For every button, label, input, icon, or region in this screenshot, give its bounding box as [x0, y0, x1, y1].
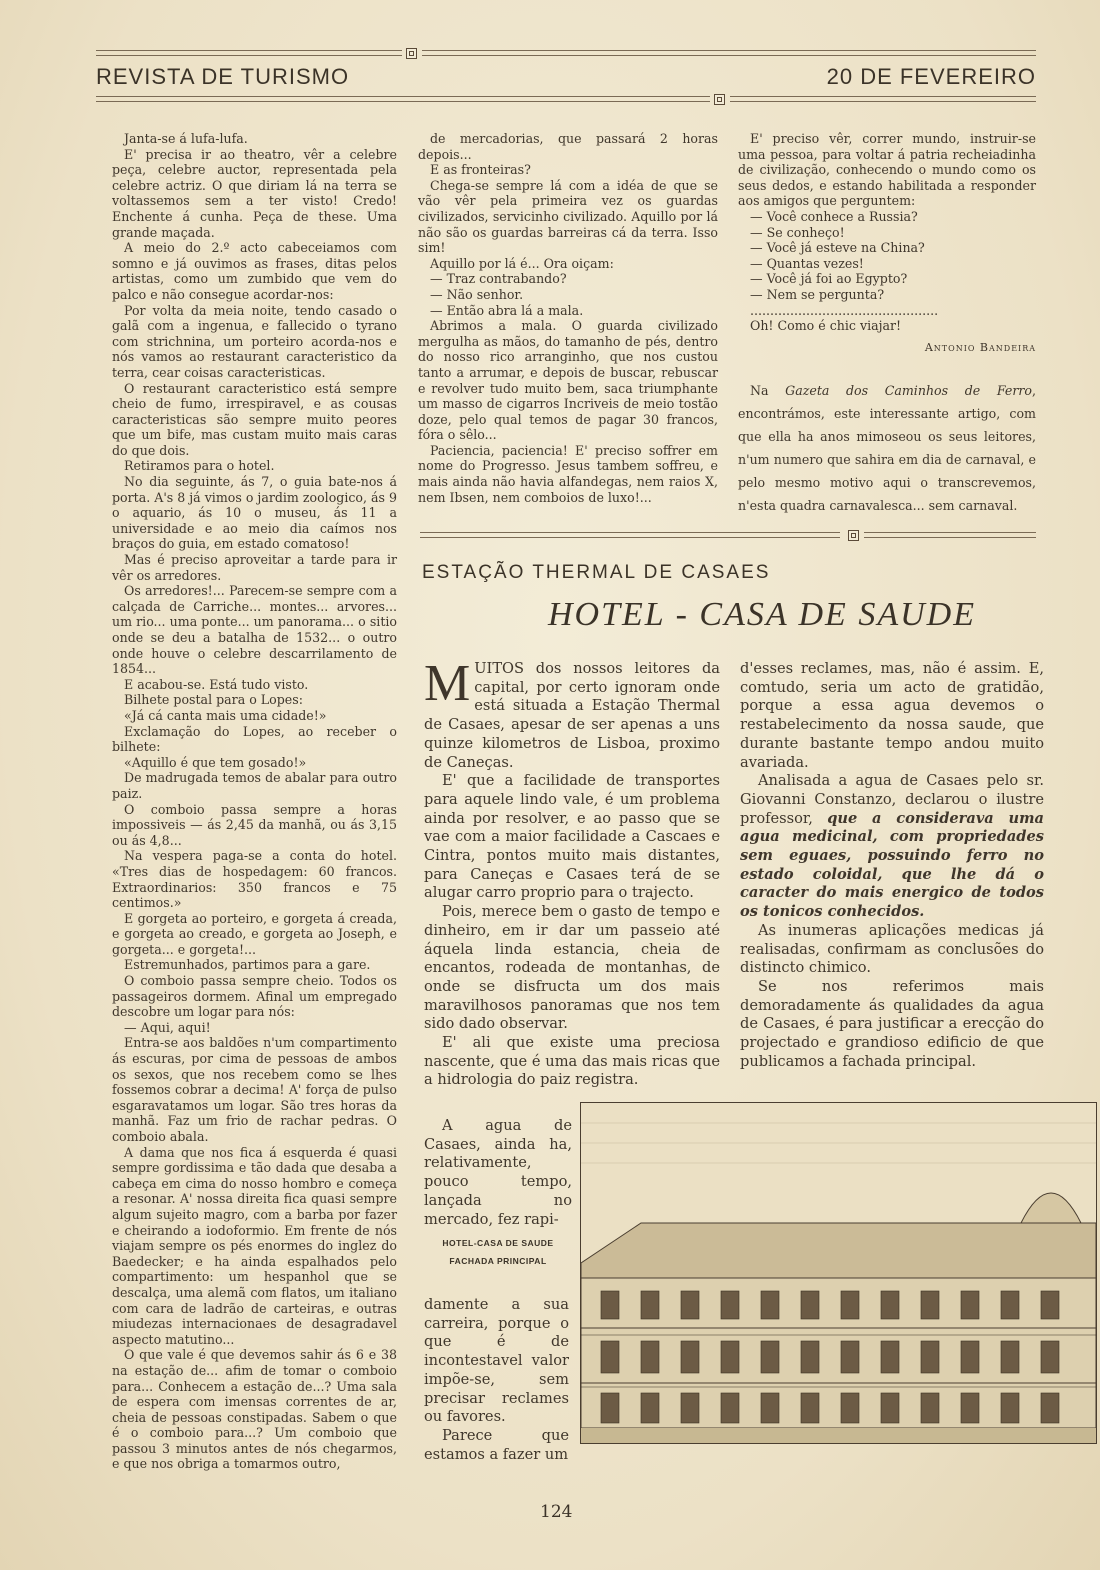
hotel-article-left-narrow-2: damente a sua carreira, porque o que é de incontestavel valor impõe-se, sem precisar reclames ou favores. Parece que estamos a fazer um [424, 1296, 569, 1463]
paragraph: E gorgeta ao porteiro, e gorgeta á creada, e gorgeta ao creado, e gorgeta ao Joseph, e gorgeta... e gorgeta!... [112, 910, 397, 957]
image-caption: HOTEL-CASA DE SAUDE FACHADA PRINCIPAL [442, 1238, 554, 1266]
paragraph: A meio do 2.º acto cabeceiamos com somno e já ouvimos as frases, ditas pelos artistas, como um zumbido que vem do palco e não consegue acordar-nos: [112, 240, 397, 302]
editor-note: Na Gazeta dos Caminhos de Ferro, encontrámos, este interessante artigo, com que ella ha anos mimoseou os seus leitores, n'um numero que sahira em dia de carnaval, e pelo mesmo motivo aqui o transcrevemos, n'esta quadra carnavalesca... sem carnaval. [738, 383, 1036, 514]
paragraph: — Então abra lá a mala. [430, 302, 584, 318]
paragraph: de mercadorias, que passará 2 horas depois... [418, 131, 718, 162]
paragraph: Aquillo por lá é... Ora oiçam: [430, 255, 614, 271]
paragraph: Retiramos para o hotel. [124, 458, 275, 474]
paragraph: Bilhete postal para o Lopes: [124, 692, 303, 708]
paragraph: Por volta da meia noite, tendo casado o galã com a ingenua, e fallecido o tyrano com strichnina, um porteiro acorda-nos e nós vamos ao restaurant caracteristico da terra, cear coisas caracteristicas. [112, 302, 397, 380]
hotel-article-left: MUITOS dos nossos leitores da capital, por certo ignoram onde está situada a Estação Thermal de Casaes, apesar de ser apenas a uns quinze kilometros de Lisboa, proximo de Caneças. E' que a facilidade de transportes para aquele lindo vale, é um problema ainda por resolver, e ao passo que se vae com a maior facilidade a Cascaes e Cintra, pontos muito mais distantes, para Caneças e Casaes terá de se alugar carro proprio para o trajecto. Pois, merece bem o gasto de tempo e dinheiro, em ir dar um passeio até áquela linda estancia, cheia de encantos, rodeada de montanhas, de onde se disfructa um dos mais maravilhosos panoramas que nos tem sido dado observar. E' ali que existe uma preciosa nascente, que é uma das mais ricas que a hidrologia do paiz registra. [424, 655, 720, 1089]
paragraph: «Aquillo é que tem gosado!» [124, 754, 307, 770]
paragraph: O restaurant caracteristico está sempre cheio de fumo, irrespiravel, e as cousas caracteristicas são sempre muito peores que um bife, mas custam muito mais caras do que dois. [112, 380, 397, 458]
paragraph: Os arredores!... Parecem-se sempre com a calçada de Carriche... montes... arvores... um rio... uma ponte... um panorama... o sitio onde se deu a batalha de 1532... o outro onde houve o celebre descarrilamento de 1854... [112, 583, 397, 677]
header-title-left: REVISTA DE TURISMO [96, 64, 350, 89]
section-rule-left [420, 532, 840, 538]
paragraph: E' preciso vêr, correr mundo, instruir-se uma pessoa, para voltar á patria recheiadinha de civilização, conhecendo o mundo como os seus dedos, e estando habilitada a responder aos amigos que perguntem: [738, 131, 1036, 209]
paragraph: Abrimos a mala. O guarda civilizado mergulha as mãos, do tamanho de pés, dentro do nosso rico arranginho, que nos custou tanto a arrumar, e depois de buscar, rebuscar e revolver tudo muito bem, saca triumphante um masso de cigarros Incriveis de meio tostão doze, pelo qual temos de pagar 30 francos, fóra o sêlo... [418, 318, 718, 443]
section-rule-right [864, 532, 1036, 538]
paragraph: — Aqui, aqui! [124, 1019, 211, 1035]
article-column-2 [418, 131, 718, 505]
paragraph: — Você já foi ao Egypto? [750, 271, 908, 287]
paragraph: ............................................... [750, 302, 939, 318]
paragraph: «Já cá canta mais uma cidade!» [124, 707, 327, 723]
paragraph: O comboio passa sempre cheio. Todos os passageiros dormem. Afinal um empregado descobre um logar para nós: [112, 973, 397, 1020]
hotel-facade-illustration [580, 1102, 1097, 1444]
paragraph: Paciencia, paciencia! E' preciso soffrer em nome do Progresso. Jesus tambem soffreu, e mais ainda não havia alfandegas, nem raios X, nem Ibsen, nem comboios de luxo!... [418, 442, 718, 505]
top-rule-left [96, 50, 402, 56]
paragraph: — Nem se pergunta? [750, 286, 885, 302]
paragraph: — Traz contrabando? [430, 271, 567, 287]
paragraph: No dia seguinte, ás 7, o guia bate-nos á porta. A's 8 já vimos o jardim zoologico, ás 9 o aquario, ás 10 o museu, ás 11 a universidade e ao meio dia caímos nos braços do guia, em estado comatoso! [112, 474, 398, 552]
article-column-3 [738, 131, 1036, 517]
paragraph: O comboio passa sempre a horas impossiveis — ás 2,45 da manhã, ou ás 3,15 ou ás 4,8... [112, 801, 397, 848]
paragraph: Na vespera paga-se a conta do hotel. «Tres dias de hospedagem: 60 francos. Extraordinarios: 350 francos e 75 centimos.» [112, 848, 397, 911]
paragraph: Entra-se aos baldões n'um compartimento ás escuras, por cima de pessoas de ambos os sexos, que nos recebem como se lhes fossemos cobrar a decima! A' força de pulso esgaravatamos um logar. São tres horas da manhã. Faz um frio de rachar pedras. O comboio abala. [112, 1035, 397, 1144]
paragraph: O que vale é que devemos sahir ás 6 e 38 na estação de... afim de tomar o comboio para... Conhecem a estação de...? Uma sala de espera com imensas correntes de ar, cheia de pessoas constipadas. Sabem o que é o comboio para...? Um comboio que passou 3 minutos antes de nós chegarmos, e que nos obriga a tomarmos outro, [112, 1347, 397, 1472]
paragraph: Estremunhados, partimos para a gare. [124, 957, 371, 973]
header-rule-left [96, 96, 710, 102]
header-title-right: 20 DE FEVEREIRO [826, 64, 1036, 89]
note-source: Gazeta dos Caminhos de Ferro [785, 383, 1032, 399]
paragraph: — Quantas vezes! [750, 255, 864, 271]
paragraph: E acabou-se. Está tudo visto. [124, 676, 309, 692]
ornament-top [406, 48, 417, 59]
top-rule-right [422, 50, 1036, 56]
paragraph: Exclamação do Lopes, ao receber o bilhete: [112, 723, 397, 755]
paragraph: De madrugada temos de abalar para outro paiz. [112, 770, 397, 801]
ornament-section [848, 530, 859, 541]
paragraph: E' precisa ir ao theatro, vêr a celebre peça, celebre auctor, representada pela celebre actriz. O que diriam lá na terra se voltassemos sem a ter visto! Credo! Enchente á cunha. Peça de these. Uma grande maçada. [112, 146, 397, 240]
paragraph: Janta-se á lufa-lufa. [124, 131, 248, 146]
paragraph: Chega-se sempre lá com a idéa de que se vão vêr pela primeira vez os guardas civilizados, servicinho civilizado. Aquillo por lá não são os guardas barreiras cá da terra. Isso sim! [418, 177, 718, 256]
facade-drawing [581, 1103, 1096, 1443]
paragraph: Mas é preciso aproveitar a tarde para ir vêr os arredores. [112, 552, 397, 583]
paragraph: E as fronteiras? [430, 162, 531, 178]
hotel-article-right: d'esses reclames, mas, não é assim. E, comtudo, seria um acto de gratidão, porque a essa agua devemos o restabelecimento da nossa saude, que durante bastante tempo andou muito avariada. Analisada a agua de Casaes pelo sr. Giovanni Constanzo, declarou o ilustre professor, que a considerava uma agua medicinal, com propriedades sem eguaes, possuindo ferro no estado coloidal, que lhe dá o caracter do mais energico de todos os tonicos conhecidos. As inumeras aplicações medicas já realisadas, confirmam as conclusões do distincto chimico. Se nos referimos mais demoradamente ás qualidades da agua de Casaes, é para justificar a erecção do projectado e grandioso edificio de que publicamos a fachada principal. [740, 660, 1044, 1070]
paragraph: — Se conheço! [750, 224, 845, 240]
header-rule-right [730, 96, 1036, 102]
author-signature: Antonio Bandeira [924, 340, 1036, 354]
paragraph: — Você conhece a Russia? [750, 208, 918, 224]
hotel-article-left-narrow: A agua de Casaes, ainda ha, relativamente, pouco tempo, lançada no mercado, fez rapi- [424, 1117, 572, 1228]
ornament-header [714, 94, 725, 105]
drop-cap: M [424, 655, 471, 712]
paragraph: A dama que nos fica á esquerda é quasi sempre gordissima e tão dada que desaba a cabeça em cima do nosso hombro e começa a resonar. A' nossa direita fica quasi sempre algum sujeito magro, com a barba por fazer e cheirando a iodoformio. Em frente de nós viajam sempre os pés enormes do inglez do Baedecker; e ha ainda espalhados pelo compartimento: um hespanhol que se descalça, uma alemã com flatos, um italiano com cara de ladrão de carteiras, e outras miudezas internacionaes de desagradavel aspecto matutino... [112, 1144, 397, 1347]
paragraph: — Você já esteve na China? [750, 240, 925, 256]
paragraph: — Não senhor. [430, 286, 524, 302]
page-number: 124 [540, 1502, 573, 1522]
quoted-verdict: que a considerava uma agua medicinal, com propriedades sem eguaes, possuindo ferro no estado coloidal, que lhe dá o caracter do mais energico de todos os tonicos conhecidos. [740, 809, 1044, 921]
article-column-1 [112, 131, 397, 1472]
paragraph: Oh! Como é chic viajar! [750, 318, 902, 334]
hotel-title: HOTEL - CASA DE SAUDE [548, 596, 976, 633]
section-title: ESTAÇÃO THERMAL DE CASAES [422, 562, 771, 583]
